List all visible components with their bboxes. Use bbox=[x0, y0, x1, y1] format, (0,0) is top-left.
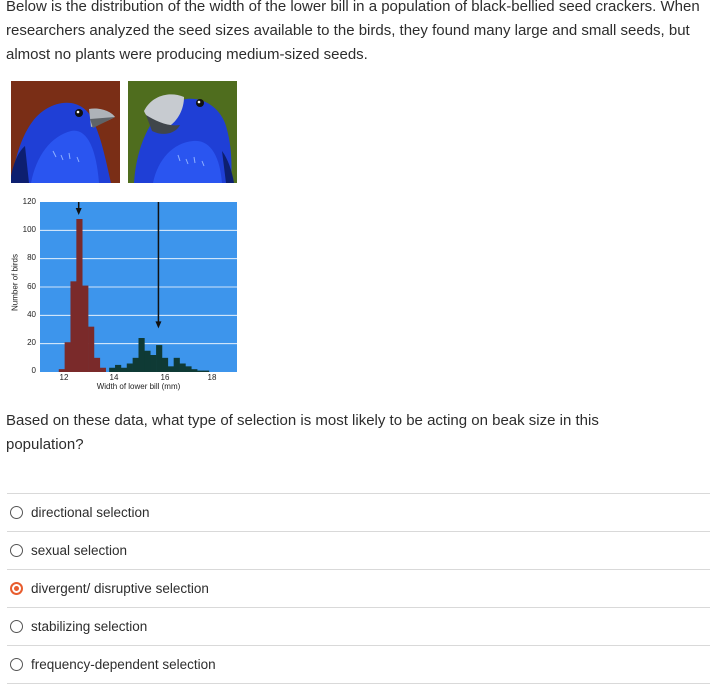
histogram-bar bbox=[70, 281, 76, 372]
radio-button[interactable] bbox=[10, 506, 23, 519]
y-tick-label: 120 bbox=[22, 197, 36, 206]
histogram-bar bbox=[65, 342, 71, 372]
histogram-bar bbox=[59, 369, 65, 372]
bill-width-figure bbox=[0, 76, 250, 394]
answer-option[interactable] bbox=[7, 493, 710, 531]
large-billed-bird-image bbox=[128, 81, 237, 183]
x-tick-label: 14 bbox=[109, 373, 119, 382]
histogram-bar bbox=[82, 286, 88, 372]
histogram-bar bbox=[121, 368, 127, 372]
histogram-bar bbox=[144, 351, 150, 372]
answer-options bbox=[7, 493, 710, 684]
histogram-bar bbox=[174, 358, 180, 372]
answer-option-label: sexual selection bbox=[31, 543, 128, 558]
x-tick-label: 12 bbox=[59, 373, 69, 382]
answer-option-label: divergent/ disruptive selection bbox=[31, 581, 209, 596]
radio-button[interactable] bbox=[10, 658, 23, 671]
histogram-bar bbox=[191, 369, 197, 372]
answer-option[interactable] bbox=[7, 607, 710, 645]
x-tick-label: 16 bbox=[160, 373, 170, 382]
x-tick-label: 18 bbox=[207, 373, 217, 382]
histogram-bar bbox=[162, 358, 168, 372]
histogram-bar bbox=[168, 366, 174, 372]
histogram-bar bbox=[76, 219, 82, 372]
small-billed-bird-image bbox=[11, 81, 120, 183]
y-tick-label: 0 bbox=[31, 366, 36, 375]
histogram-bar bbox=[139, 338, 145, 372]
answer-option[interactable] bbox=[7, 645, 710, 684]
histogram-bar bbox=[127, 364, 133, 373]
histogram-plot-area bbox=[40, 202, 237, 372]
histogram-bar bbox=[180, 364, 186, 373]
arrow-head bbox=[76, 208, 82, 215]
y-tick-label: 80 bbox=[27, 253, 36, 262]
histogram-bar bbox=[156, 345, 162, 372]
answer-option-label: directional selection bbox=[31, 505, 150, 520]
y-axis-label: Number of birds bbox=[10, 254, 20, 311]
radio-button[interactable] bbox=[10, 544, 23, 557]
question-text: Based on these data, what type of selection is most likely to be acting on beak size in this population? bbox=[6, 412, 599, 453]
histogram-bar bbox=[88, 327, 94, 372]
histogram-bar bbox=[150, 355, 156, 372]
x-axis-label: Width of lower bill (mm) bbox=[96, 382, 181, 391]
histogram-bar bbox=[100, 368, 106, 372]
histogram-bar bbox=[115, 365, 121, 372]
radio-button[interactable] bbox=[10, 620, 23, 633]
arrow-head bbox=[155, 321, 161, 328]
intro-text: Below is the distribution of the width of the lower bill in a population of black-bellied seed crackers. When researchers analyzed the seed sizes available to the birds, they found many large and small seeds, but almost no plants were producing medium-sized seeds. bbox=[6, 0, 700, 63]
answer-option-label: stabilizing selection bbox=[31, 619, 148, 634]
answer-option-label: frequency-dependent selection bbox=[31, 657, 216, 672]
radio-button[interactable] bbox=[10, 582, 23, 595]
y-tick-label: 60 bbox=[27, 282, 36, 291]
histogram-bar bbox=[109, 368, 115, 372]
y-tick-label: 100 bbox=[22, 225, 36, 234]
histogram-bar bbox=[197, 371, 203, 372]
histogram bbox=[40, 202, 237, 372]
histogram-bar bbox=[133, 358, 139, 372]
histogram-bar bbox=[203, 371, 209, 372]
histogram-bar bbox=[185, 366, 191, 372]
y-tick-label: 40 bbox=[27, 310, 36, 319]
answer-option[interactable] bbox=[7, 569, 710, 607]
y-tick-label: 20 bbox=[27, 338, 36, 347]
histogram-bar bbox=[94, 358, 100, 372]
answer-option[interactable] bbox=[7, 531, 710, 569]
